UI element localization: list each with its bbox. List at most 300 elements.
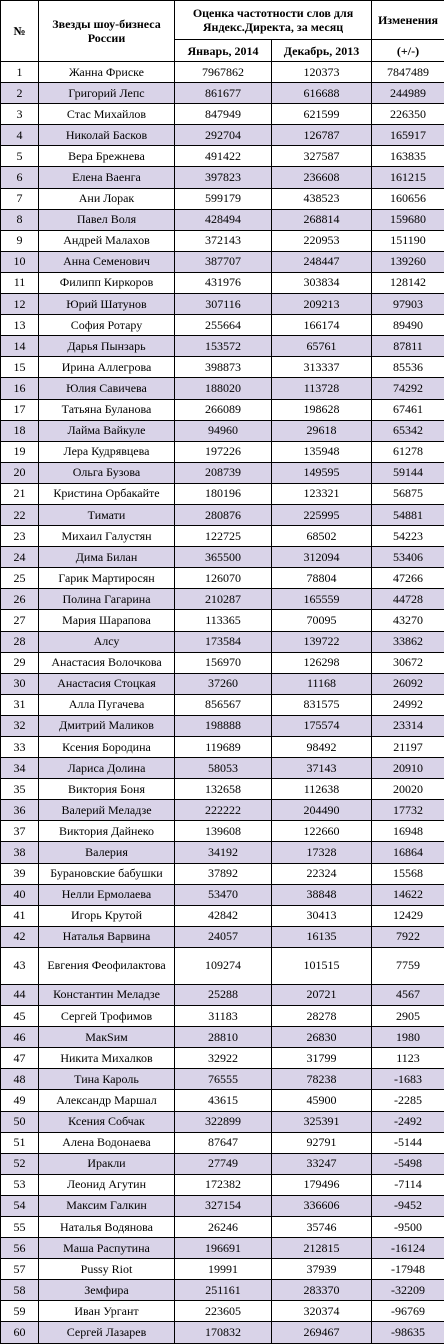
row-change-value: 21197	[372, 737, 444, 758]
row-num: 4	[1, 125, 39, 146]
row-num: 37	[1, 821, 39, 842]
row-dec-value: 269467	[272, 1322, 372, 1343]
row-name: Ксения Бородина	[39, 737, 175, 758]
row-dec-value: 101515	[272, 947, 372, 984]
row-change-value: -9500	[372, 1216, 444, 1237]
row-dec-value: 139722	[272, 631, 372, 652]
row-name: Мария Шарапова	[39, 610, 175, 631]
table-row	[1, 526, 444, 547]
table-row	[1, 1090, 444, 1111]
row-dec-value: 35746	[272, 1216, 372, 1237]
row-num: 17	[1, 399, 39, 420]
row-name: Бурановские бабушки	[39, 863, 175, 884]
row-dec-value: 165559	[272, 589, 372, 610]
row-dec-value: 22324	[272, 863, 372, 884]
row-dec-value: 320374	[272, 1301, 372, 1322]
row-num: 42	[1, 926, 39, 947]
row-jan-value: 431976	[175, 272, 272, 293]
row-jan-value: 856567	[175, 694, 272, 715]
row-change-value: -2285	[372, 1090, 444, 1111]
row-name: Сергей Лазарев	[39, 1322, 175, 1343]
table-row	[1, 1195, 444, 1216]
row-jan-value: 42842	[175, 905, 272, 926]
table-row	[1, 884, 444, 905]
row-change-value: -5144	[372, 1132, 444, 1153]
row-change-value: -5498	[372, 1153, 444, 1174]
row-name: Алсу	[39, 631, 175, 652]
table-row	[1, 758, 444, 779]
table-row	[1, 336, 444, 357]
row-jan-value: 153572	[175, 336, 272, 357]
table-row	[1, 251, 444, 272]
row-name: Ксения Собчак	[39, 1111, 175, 1132]
row-jan-value: 292704	[175, 125, 272, 146]
row-num: 10	[1, 251, 39, 272]
table-row	[1, 1006, 444, 1027]
row-change-value: 2905	[372, 1006, 444, 1027]
row-num: 53	[1, 1174, 39, 1195]
row-change-value: 226350	[372, 104, 444, 125]
row-jan-value: 266089	[175, 399, 272, 420]
table-row	[1, 673, 444, 694]
row-change-value: -17948	[372, 1259, 444, 1280]
row-name: Валерия	[39, 842, 175, 863]
row-dec-value: 11168	[272, 673, 372, 694]
table-row	[1, 1153, 444, 1174]
row-change-value: -9452	[372, 1195, 444, 1216]
row-change-value: 97903	[372, 294, 444, 315]
row-change-value: -32209	[372, 1280, 444, 1301]
table-row	[1, 230, 444, 251]
row-change-value: 54881	[372, 504, 444, 525]
table-row	[1, 905, 444, 926]
table-row	[1, 1132, 444, 1153]
row-dec-value: 16135	[272, 926, 372, 947]
row-change-value: 7847489	[372, 62, 444, 83]
row-change-value: 160656	[372, 188, 444, 209]
table-row	[1, 462, 444, 483]
row-change-value: 87811	[372, 336, 444, 357]
row-dec-value: 26830	[272, 1027, 372, 1048]
row-name: Никита Михалков	[39, 1048, 175, 1069]
row-name: Михаил Галустян	[39, 526, 175, 547]
row-jan-value: 307116	[175, 294, 272, 315]
row-jan-value: 188020	[175, 378, 272, 399]
row-name: Алена Водонаева	[39, 1132, 175, 1153]
row-name: Виктория Дайнеко	[39, 821, 175, 842]
row-dec-value: 179496	[272, 1174, 372, 1195]
row-num: 28	[1, 631, 39, 652]
row-name: Николай Басков	[39, 125, 175, 146]
row-change-value: 1123	[372, 1048, 444, 1069]
row-jan-value: 19991	[175, 1259, 272, 1280]
row-jan-value: 28810	[175, 1027, 272, 1048]
row-jan-value: 119689	[175, 737, 272, 758]
row-jan-value: 172382	[175, 1174, 272, 1195]
row-name: Лариса Долина	[39, 758, 175, 779]
row-num: 31	[1, 694, 39, 715]
row-jan-value: 365500	[175, 547, 272, 568]
row-change-value: 30672	[372, 652, 444, 673]
row-dec-value: 37143	[272, 758, 372, 779]
row-jan-value: 255664	[175, 315, 272, 336]
row-dec-value: 327587	[272, 146, 372, 167]
table-row	[1, 1216, 444, 1237]
row-name: Иван Ургант	[39, 1301, 175, 1322]
row-dec-value: 135948	[272, 441, 372, 462]
row-name: Валерий Меладзе	[39, 800, 175, 821]
row-dec-value: 336606	[272, 1195, 372, 1216]
row-name: Елена Ваенга	[39, 167, 175, 188]
table-row	[1, 294, 444, 315]
row-num: 32	[1, 715, 39, 736]
row-dec-value: 30413	[272, 905, 372, 926]
row-name: Полина Гагарина	[39, 589, 175, 610]
row-num: 24	[1, 547, 39, 568]
row-dec-value: 220953	[272, 230, 372, 251]
row-change-value: 1980	[372, 1027, 444, 1048]
row-name: Дарья Пынзарь	[39, 336, 175, 357]
row-jan-value: 94960	[175, 420, 272, 441]
header-jan: Январь, 2014	[175, 40, 272, 62]
row-jan-value: 26246	[175, 1216, 272, 1237]
table-row	[1, 1280, 444, 1301]
row-change-value: 47266	[372, 568, 444, 589]
row-dec-value: 122660	[272, 821, 372, 842]
row-num: 55	[1, 1216, 39, 1237]
row-change-value: 7759	[372, 947, 444, 984]
row-change-value: 53406	[372, 547, 444, 568]
header-num: №	[1, 1, 39, 62]
row-num: 51	[1, 1132, 39, 1153]
header-change: Изменения	[372, 1, 444, 40]
row-change-value: 16864	[372, 842, 444, 863]
row-num: 29	[1, 652, 39, 673]
row-change-value: -98635	[372, 1322, 444, 1343]
row-dec-value: 20721	[272, 984, 372, 1005]
row-dec-value: 209213	[272, 294, 372, 315]
table-body	[1, 62, 444, 1344]
row-name: Анастасия Стоцкая	[39, 673, 175, 694]
row-jan-value: 122725	[175, 526, 272, 547]
table-row	[1, 104, 444, 125]
table-row	[1, 1027, 444, 1048]
row-name: Тина Кароль	[39, 1069, 175, 1090]
row-dec-value: 112638	[272, 779, 372, 800]
row-name: Анна Семенович	[39, 251, 175, 272]
table-row	[1, 610, 444, 631]
row-dec-value: 78804	[272, 568, 372, 589]
row-jan-value: 327154	[175, 1195, 272, 1216]
table-header	[1, 1, 444, 62]
row-jan-value: 170832	[175, 1322, 272, 1343]
row-jan-value: 34192	[175, 842, 272, 863]
row-num: 15	[1, 357, 39, 378]
row-change-value: 15568	[372, 863, 444, 884]
row-dec-value: 303834	[272, 272, 372, 293]
row-dec-value: 268814	[272, 209, 372, 230]
row-num: 47	[1, 1048, 39, 1069]
row-jan-value: 861677	[175, 83, 272, 104]
row-dec-value: 831575	[272, 694, 372, 715]
row-jan-value: 491422	[175, 146, 272, 167]
row-jan-value: 173584	[175, 631, 272, 652]
row-change-value: 54223	[372, 526, 444, 547]
table-row	[1, 984, 444, 1005]
row-dec-value: 313337	[272, 357, 372, 378]
table-row	[1, 800, 444, 821]
row-change-value: 4567	[372, 984, 444, 1005]
row-name: Игорь Крутой	[39, 905, 175, 926]
row-dec-value: 38848	[272, 884, 372, 905]
row-num: 58	[1, 1280, 39, 1301]
row-name: Pussy Riot	[39, 1259, 175, 1280]
row-dec-value: 204490	[272, 800, 372, 821]
row-change-value: 139260	[372, 251, 444, 272]
row-name: Жанна Фриске	[39, 62, 175, 83]
row-num: 46	[1, 1027, 39, 1048]
row-num: 60	[1, 1322, 39, 1343]
row-jan-value: 322899	[175, 1111, 272, 1132]
row-name: Иракли	[39, 1153, 175, 1174]
table-row	[1, 272, 444, 293]
row-dec-value: 98492	[272, 737, 372, 758]
header-change-unit: (+/-)	[372, 40, 444, 62]
table-row	[1, 83, 444, 104]
row-name: Константин Меладзе	[39, 984, 175, 1005]
row-change-value: 26092	[372, 673, 444, 694]
row-jan-value: 156970	[175, 652, 272, 673]
row-jan-value: 76555	[175, 1069, 272, 1090]
table-row	[1, 378, 444, 399]
row-num: 56	[1, 1238, 39, 1259]
row-num: 14	[1, 336, 39, 357]
row-jan-value: 251161	[175, 1280, 272, 1301]
row-num: 18	[1, 420, 39, 441]
row-change-value: 33862	[372, 631, 444, 652]
table-row	[1, 209, 444, 230]
table-row	[1, 62, 444, 83]
row-jan-value: 398873	[175, 357, 272, 378]
row-name: Леонид Агутин	[39, 1174, 175, 1195]
row-num: 6	[1, 167, 39, 188]
table-row	[1, 1048, 444, 1069]
row-jan-value: 139608	[175, 821, 272, 842]
row-name: Маша Распутина	[39, 1238, 175, 1259]
row-change-value: -96769	[372, 1301, 444, 1322]
table-row	[1, 1238, 444, 1259]
table-row	[1, 146, 444, 167]
table-row	[1, 399, 444, 420]
row-num: 3	[1, 104, 39, 125]
row-dec-value: 126787	[272, 125, 372, 146]
row-num: 1	[1, 62, 39, 83]
row-num: 41	[1, 905, 39, 926]
row-num: 21	[1, 483, 39, 504]
row-change-value: 12429	[372, 905, 444, 926]
row-num: 52	[1, 1153, 39, 1174]
table-row	[1, 504, 444, 525]
row-dec-value: 68502	[272, 526, 372, 547]
row-change-value: 128142	[372, 272, 444, 293]
row-jan-value: 210287	[175, 589, 272, 610]
row-jan-value: 196691	[175, 1238, 272, 1259]
row-jan-value: 280876	[175, 504, 272, 525]
row-name: Лайма Вайкуле	[39, 420, 175, 441]
table-row	[1, 1322, 444, 1343]
table-row	[1, 483, 444, 504]
row-change-value: 151190	[372, 230, 444, 251]
row-dec-value: 225995	[272, 504, 372, 525]
table-row	[1, 821, 444, 842]
row-num: 27	[1, 610, 39, 631]
row-name: Стас Михайлов	[39, 104, 175, 125]
row-num: 2	[1, 83, 39, 104]
row-dec-value: 175574	[272, 715, 372, 736]
row-jan-value: 126070	[175, 568, 272, 589]
row-name: Юлия Савичева	[39, 378, 175, 399]
row-jan-value: 387707	[175, 251, 272, 272]
table-row	[1, 926, 444, 947]
row-name: Земфира	[39, 1280, 175, 1301]
row-num: 35	[1, 779, 39, 800]
row-change-value: 16948	[372, 821, 444, 842]
row-jan-value: 599179	[175, 188, 272, 209]
table-row	[1, 652, 444, 673]
row-jan-value: 847949	[175, 104, 272, 125]
row-num: 36	[1, 800, 39, 821]
table-row	[1, 694, 444, 715]
row-name: Наталья Водянова	[39, 1216, 175, 1237]
row-change-value: 17732	[372, 800, 444, 821]
table-row	[1, 357, 444, 378]
row-name: Павел Воля	[39, 209, 175, 230]
row-change-value: 163835	[372, 146, 444, 167]
row-change-value: 44728	[372, 589, 444, 610]
row-jan-value: 53470	[175, 884, 272, 905]
row-change-value: 65342	[372, 420, 444, 441]
row-jan-value: 372143	[175, 230, 272, 251]
row-dec-value: 92791	[272, 1132, 372, 1153]
row-change-value: 61278	[372, 441, 444, 462]
row-name: Гарик Мартиросян	[39, 568, 175, 589]
table-row	[1, 1111, 444, 1132]
row-dec-value: 29618	[272, 420, 372, 441]
row-jan-value: 37260	[175, 673, 272, 694]
row-num: 22	[1, 504, 39, 525]
row-change-value: -7114	[372, 1174, 444, 1195]
row-jan-value: 180196	[175, 483, 272, 504]
row-name: Кристина Орбакайте	[39, 483, 175, 504]
row-num: 5	[1, 146, 39, 167]
row-dec-value: 149595	[272, 462, 372, 483]
row-jan-value: 223605	[175, 1301, 272, 1322]
row-dec-value: 312094	[272, 547, 372, 568]
row-jan-value: 27749	[175, 1153, 272, 1174]
row-num: 11	[1, 272, 39, 293]
row-change-value: 89490	[372, 315, 444, 336]
row-name: Александр Маршал	[39, 1090, 175, 1111]
table-row	[1, 631, 444, 652]
table-row	[1, 315, 444, 336]
row-num: 7	[1, 188, 39, 209]
row-jan-value: 113365	[175, 610, 272, 631]
row-num: 13	[1, 315, 39, 336]
row-jan-value: 31183	[175, 1006, 272, 1027]
table-row	[1, 167, 444, 188]
row-jan-value: 37892	[175, 863, 272, 884]
table-row	[1, 863, 444, 884]
table-row	[1, 1174, 444, 1195]
row-num: 45	[1, 1006, 39, 1027]
row-name: Лера Кудрявцева	[39, 441, 175, 462]
row-name: Григорий Лепс	[39, 83, 175, 104]
row-jan-value: 43615	[175, 1090, 272, 1111]
row-num: 38	[1, 842, 39, 863]
row-dec-value: 438523	[272, 188, 372, 209]
row-name: Тимати	[39, 504, 175, 525]
row-num: 59	[1, 1301, 39, 1322]
row-name: София Ротару	[39, 315, 175, 336]
row-name: Татьяна Буланова	[39, 399, 175, 420]
row-jan-value: 58053	[175, 758, 272, 779]
table-row	[1, 779, 444, 800]
table-row	[1, 441, 444, 462]
row-name: Филипп Киркоров	[39, 272, 175, 293]
row-num: 50	[1, 1111, 39, 1132]
row-jan-value: 25288	[175, 984, 272, 1005]
row-change-value: -1683	[372, 1069, 444, 1090]
row-num: 54	[1, 1195, 39, 1216]
row-name: Вера Брежнева	[39, 146, 175, 167]
row-dec-value: 198628	[272, 399, 372, 420]
row-dec-value: 248447	[272, 251, 372, 272]
row-dec-value: 126298	[272, 652, 372, 673]
header-estimate: Оценка частотности слов для Яндекс.Директа, за месяц	[175, 1, 372, 40]
row-dec-value: 616688	[272, 83, 372, 104]
table-row	[1, 420, 444, 441]
row-num: 26	[1, 589, 39, 610]
row-jan-value: 222222	[175, 800, 272, 821]
row-name: Юрий Шатунов	[39, 294, 175, 315]
table-row	[1, 547, 444, 568]
row-jan-value: 198888	[175, 715, 272, 736]
row-num: 19	[1, 441, 39, 462]
row-name: Виктория Боня	[39, 779, 175, 800]
row-change-value: 23314	[372, 715, 444, 736]
table-row	[1, 568, 444, 589]
row-dec-value: 212815	[272, 1238, 372, 1259]
row-jan-value: 208739	[175, 462, 272, 483]
row-dec-value: 33247	[272, 1153, 372, 1174]
table-row	[1, 947, 444, 984]
row-change-value: 7922	[372, 926, 444, 947]
row-dec-value: 37939	[272, 1259, 372, 1280]
row-name: Дмитрий Маликов	[39, 715, 175, 736]
row-name: Максим Галкин	[39, 1195, 175, 1216]
row-dec-value: 283370	[272, 1280, 372, 1301]
row-jan-value: 428494	[175, 209, 272, 230]
row-dec-value: 31799	[272, 1048, 372, 1069]
row-num: 57	[1, 1259, 39, 1280]
row-change-value: 14622	[372, 884, 444, 905]
row-dec-value: 166174	[272, 315, 372, 336]
row-num: 9	[1, 230, 39, 251]
row-num: 34	[1, 758, 39, 779]
row-name: Нелли Ермолаева	[39, 884, 175, 905]
row-num: 8	[1, 209, 39, 230]
row-name: Андрей Малахов	[39, 230, 175, 251]
